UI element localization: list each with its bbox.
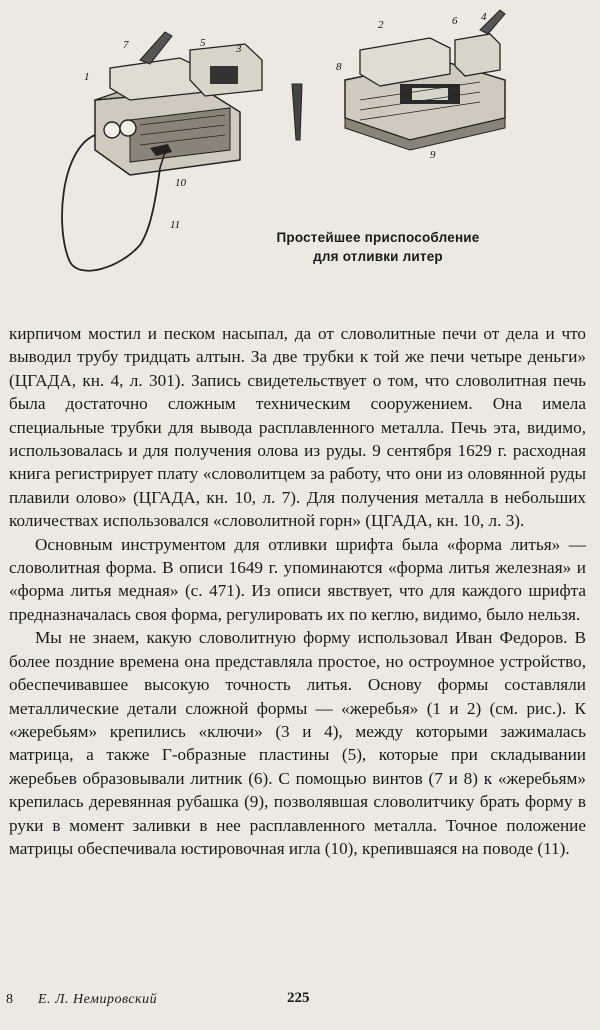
caption-line-2: для отливки литер (313, 249, 443, 264)
paragraph-continuation: кирпичом мостил и песком насыпал, да от словолитные печи от дела и что выводил трубу тридцать алтын. За две трубки к той же печи четыре деньги» (ЦГАДА, кн. 4, л. 301). Запись свидетельствует о том, что словолитная печь была достаточно сложным техническим сооружением. Она имела специальные трубки для вывода расплавленного металла. Печь эта, видимо, использовалась и для получения олова из руды. 9 сентября 1629 г. расходная книга регистрирует плату «словолитцем за работу, что они из оловянной руды плавили олово» (ЦГАДА, кн. 10, л. 7). Для получения металла в небольших количествах использовался «словолитной горн» (ЦГАДА, кн. 10, л. 3). (9, 324, 586, 531)
figure-caption (268, 228, 488, 266)
page-footer (0, 990, 600, 1016)
paragraph-fedorov-form: Мы не знаем, какую словолитную форму использовал Иван Федоров. В более поздние времена она представляла простое, но остроумное устройство, обеспечивавшее высокую точность литья. Основу формы составляли металлические детали сложной формы — «жеребья» (1 и 2) (см. рис.). К «жеребьям» крепились «ключи» (3 и 4), между которыми зажималась матрица, а также Г-образные пластины (5), которые при складывании жеребьев образовывали литник (6). С помощью винтов (7 и 8) к «жеребьям» крепилась деревянная рубашка (9), позволявшая словолитчику брать форму в руки в момент заливки в нее расплавленного металла. Точное положение матрицы обеспечивала юстировочная игла (10), крепившаяся на поводе (11). (9, 628, 586, 858)
figure-label-4: 4 (481, 11, 487, 23)
figure-label-6: 6 (452, 15, 458, 27)
casting-mold-illustration (0, 0, 600, 320)
paragraph-casting-form: Основным инструментом для отливки шрифта была «форма литья» — словолитная форма. В описи 1649 г. упоминаются «форма литья железная» и «форма литья медная» (с. 471). Из описи явствует, что для каждого шрифта предназначалась своя форма, регулировать их по кеглю, видимо, было нельзя. (9, 534, 586, 624)
figure-area (0, 0, 600, 320)
right-mold-drawing (345, 10, 505, 150)
figure-label-9: 9 (430, 149, 436, 161)
signature-marker: 8 (6, 992, 13, 1007)
page-number: 225 (287, 990, 310, 1006)
figure-label-5: 5 (200, 37, 206, 49)
key-part-drawing (292, 84, 302, 140)
figure-label-1: 1 (84, 71, 90, 83)
running-footer-author: Е. Л. Немировский (38, 992, 158, 1007)
body-text (9, 322, 586, 860)
figure-label-8: 8 (336, 61, 342, 73)
figure-label-10: 10 (175, 177, 186, 189)
caption-line-1: Простейшее приспособление (276, 230, 480, 245)
left-mold-drawing (62, 32, 262, 271)
figure-label-7: 7 (123, 39, 129, 51)
figure-label-11: 11 (170, 219, 181, 231)
figure-label-2: 2 (378, 19, 384, 31)
figure-label-3: 3 (236, 43, 242, 55)
